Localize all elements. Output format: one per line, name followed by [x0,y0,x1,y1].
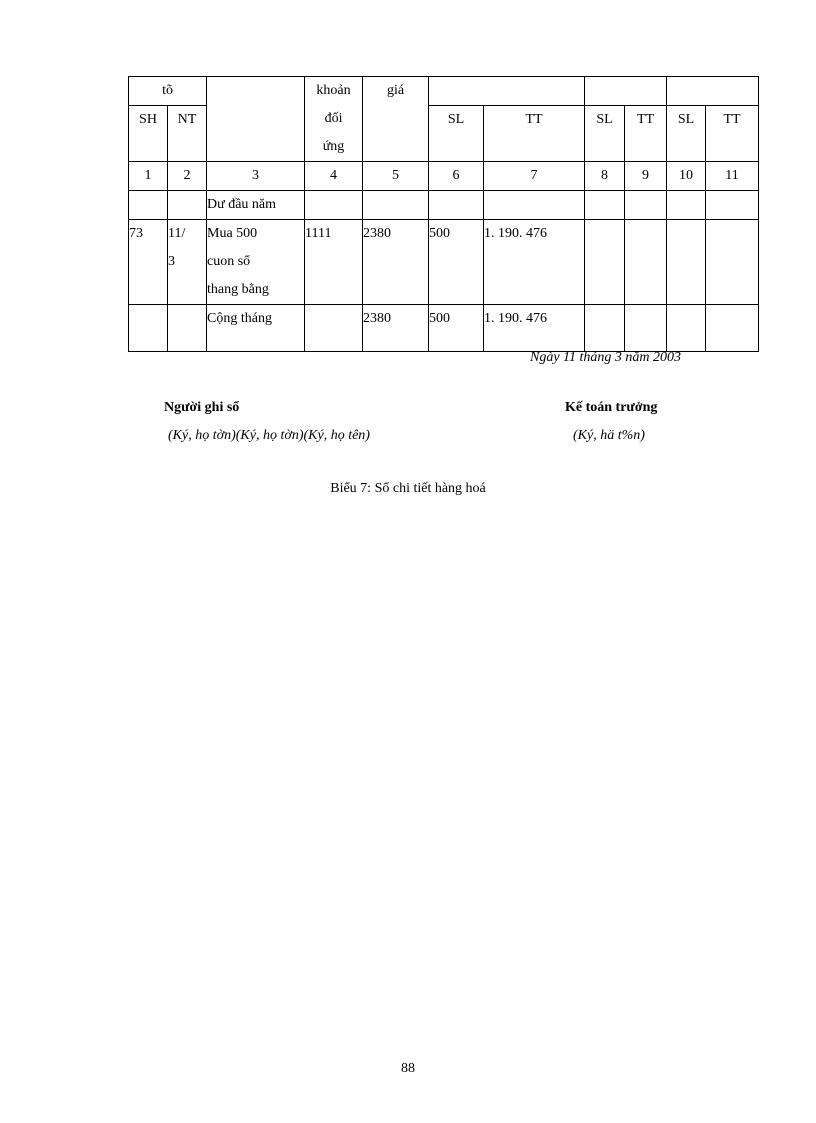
column-number: 11 [706,162,759,191]
total-price: 2380 [363,305,429,352]
column-number: 4 [305,162,363,191]
column-number: 1 [129,162,168,191]
column-number: 10 [667,162,706,191]
column-number: 2 [168,162,207,191]
opening-desc: Dư đầu năm [207,191,305,220]
table-row-opening [129,191,759,220]
total-sl: 500 [429,305,484,352]
header-xuat [585,77,667,106]
purchase-nt-line2: 3 [168,254,175,269]
header-tai-khoan [305,77,363,162]
purchase-desc-line3: thang bằng [207,282,269,297]
table-row-purchase [129,220,759,305]
signer-right-title: Kế toán trưởng [565,400,658,415]
column-number: 7 [484,162,585,191]
header-sh: SH [129,106,168,162]
header-don-gia: giá [363,77,429,162]
purchase-tt: 1. 190. 476 [484,220,585,305]
page-number: 88 [401,1061,415,1076]
purchase-nt-line1: 11/ [168,226,186,241]
column-number: 5 [363,162,429,191]
column-number: 6 [429,162,484,191]
purchase-sl: 500 [429,220,484,305]
header-ton-tt: TT [706,106,759,162]
header-tai-khoan-line2: đối [324,111,343,126]
purchase-account: 1111 [305,220,363,305]
total-tt: 1. 190. 476 [484,305,585,352]
header-xuat-tt: TT [625,106,667,162]
purchase-desc [207,220,305,305]
signer-right-note: (Ký, hä t%n) [573,428,645,443]
header-tai-khoan-line1: khoản [316,83,351,98]
header-xuat-sl: SL [585,106,625,162]
column-number: 8 [585,162,625,191]
header-nhap-sl: SL [429,106,484,162]
column-number-row [129,162,759,191]
header-nhap [429,77,585,106]
ledger-table [128,76,759,352]
header-nt: NT [168,106,207,162]
column-number: 3 [207,162,305,191]
date-line: Ngày 11 tháng 3 năm 2003 [530,350,682,365]
table-row-total [129,305,759,352]
purchase-sh: 73 [129,220,168,305]
header-ton [667,77,759,106]
header-ton-sl: SL [667,106,706,162]
total-desc: Cộng tháng [207,305,305,352]
purchase-desc-line1: Mua 500 [207,226,258,241]
header-tai-khoan-line3: ứng [322,139,345,154]
header-chung-tu: tõ [129,77,207,106]
purchase-nt [168,220,207,305]
table-caption: Biểu 7: Sổ chi tiết hàng hoá [330,481,486,496]
signer-left-title: Người ghi sổ [164,400,240,415]
header-dien-giai [207,77,305,162]
purchase-price: 2380 [363,220,429,305]
header-nhap-tt: TT [484,106,585,162]
column-number: 9 [625,162,667,191]
purchase-desc-line2: cuon sổ [207,254,251,269]
signer-left-note: (Ký, họ tờn)(Ký, họ tờn)(Ký, họ tên) [168,428,370,443]
